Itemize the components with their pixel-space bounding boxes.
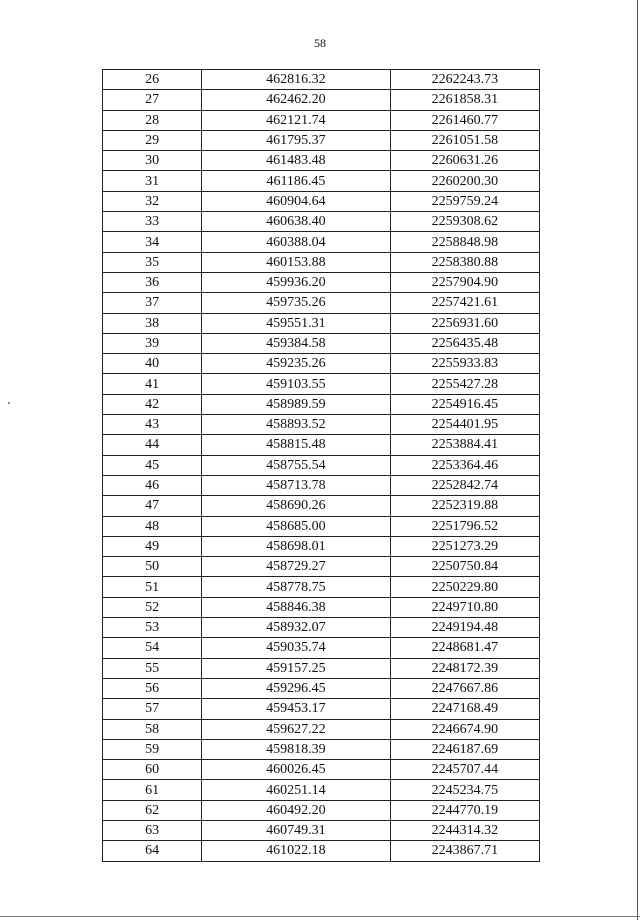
y-coordinate-cell: 2245707.44 [390,760,539,780]
point-number-cell: 36 [103,272,202,292]
x-coordinate-cell: 458778.75 [202,577,390,597]
point-number-cell: 43 [103,415,202,435]
y-coordinate-cell: 2244314.32 [390,820,539,840]
table-row [103,536,540,556]
x-coordinate-cell: 459035.74 [202,638,390,658]
point-number-cell: 61 [103,780,202,800]
point-number-cell: 60 [103,760,202,780]
table-row [103,678,540,698]
x-coordinate-cell: 458989.59 [202,394,390,414]
table-row [103,70,540,90]
table-row [103,699,540,719]
point-number-cell: 28 [103,110,202,130]
y-coordinate-cell: 2247168.49 [390,699,539,719]
table-row [103,171,540,191]
x-coordinate-cell: 459735.26 [202,293,390,313]
table-row [103,293,540,313]
y-coordinate-cell: 2256435.48 [390,333,539,353]
x-coordinate-cell: 459936.20 [202,272,390,292]
x-coordinate-cell: 460638.40 [202,212,390,232]
y-coordinate-cell: 2255933.83 [390,354,539,374]
point-number-cell: 30 [103,151,202,171]
y-coordinate-cell: 2259759.24 [390,191,539,211]
x-coordinate-cell: 462462.20 [202,90,390,110]
y-coordinate-cell: 2243867.71 [390,841,539,861]
point-number-cell: 54 [103,638,202,658]
table-row [103,658,540,678]
point-number-cell: 45 [103,455,202,475]
x-coordinate-cell: 460153.88 [202,252,390,272]
point-number-cell: 35 [103,252,202,272]
table-row [103,272,540,292]
x-coordinate-cell: 458690.26 [202,496,390,516]
x-coordinate-cell: 461795.37 [202,130,390,150]
table-row [103,780,540,800]
y-coordinate-cell: 2254916.45 [390,394,539,414]
x-coordinate-cell: 462816.32 [202,70,390,90]
y-coordinate-cell: 2245234.75 [390,780,539,800]
y-coordinate-cell: 2247667.86 [390,678,539,698]
x-coordinate-cell: 461483.48 [202,151,390,171]
table-row [103,394,540,414]
page-edge-right [637,0,638,920]
y-coordinate-cell: 2248172.39 [390,658,539,678]
scan-speck [8,402,10,404]
y-coordinate-cell: 2250750.84 [390,557,539,577]
table-row [103,313,540,333]
table-row [103,638,540,658]
table-row [103,90,540,110]
table-row [103,841,540,861]
table-row [103,232,540,252]
y-coordinate-cell: 2248681.47 [390,638,539,658]
table-row [103,252,540,272]
point-number-cell: 37 [103,293,202,313]
point-number-cell: 56 [103,678,202,698]
table-row [103,719,540,739]
x-coordinate-cell: 458932.07 [202,618,390,638]
table-row [103,455,540,475]
table-row [103,739,540,759]
point-number-cell: 59 [103,739,202,759]
x-coordinate-cell: 459296.45 [202,678,390,698]
x-coordinate-cell: 459157.25 [202,658,390,678]
table-row [103,577,540,597]
x-coordinate-cell: 460026.45 [202,760,390,780]
y-coordinate-cell: 2253364.46 [390,455,539,475]
point-number-cell: 63 [103,820,202,840]
y-coordinate-cell: 2249710.80 [390,597,539,617]
x-coordinate-cell: 461022.18 [202,841,390,861]
x-coordinate-cell: 458893.52 [202,415,390,435]
point-number-cell: 41 [103,374,202,394]
point-number-cell: 38 [103,313,202,333]
y-coordinate-cell: 2251796.52 [390,516,539,536]
y-coordinate-cell: 2252319.88 [390,496,539,516]
table-row [103,618,540,638]
y-coordinate-cell: 2255427.28 [390,374,539,394]
y-coordinate-cell: 2260631.26 [390,151,539,171]
y-coordinate-cell: 2257421.61 [390,293,539,313]
point-number-cell: 32 [103,191,202,211]
table-row [103,212,540,232]
point-number-cell: 29 [103,130,202,150]
point-number-cell: 34 [103,232,202,252]
x-coordinate-cell: 459627.22 [202,719,390,739]
point-number-cell: 50 [103,557,202,577]
point-number-cell: 42 [103,394,202,414]
table-row [103,191,540,211]
y-coordinate-cell: 2262243.73 [390,70,539,90]
x-coordinate-cell: 461186.45 [202,171,390,191]
point-number-cell: 52 [103,597,202,617]
y-coordinate-cell: 2256931.60 [390,313,539,333]
y-coordinate-cell: 2249194.48 [390,618,539,638]
table-row [103,130,540,150]
table-row [103,475,540,495]
x-coordinate-cell: 460904.64 [202,191,390,211]
x-coordinate-cell: 460492.20 [202,800,390,820]
table-row [103,800,540,820]
table-row [103,496,540,516]
point-number-cell: 27 [103,90,202,110]
y-coordinate-cell: 2260200.30 [390,171,539,191]
y-coordinate-cell: 2258380.88 [390,252,539,272]
point-number-cell: 64 [103,841,202,861]
x-coordinate-cell: 459384.58 [202,333,390,353]
y-coordinate-cell: 2252842.74 [390,475,539,495]
x-coordinate-cell: 459551.31 [202,313,390,333]
page-number: 58 [314,36,326,50]
point-number-cell: 26 [103,70,202,90]
page-edge-bottom [0,916,640,917]
point-number-cell: 33 [103,212,202,232]
table-row [103,820,540,840]
x-coordinate-cell: 460388.04 [202,232,390,252]
y-coordinate-cell: 2261460.77 [390,110,539,130]
x-coordinate-cell: 459453.17 [202,699,390,719]
y-coordinate-cell: 2246674.90 [390,719,539,739]
x-coordinate-cell: 459818.39 [202,739,390,759]
y-coordinate-cell: 2246187.69 [390,739,539,759]
point-number-cell: 49 [103,536,202,556]
table-row [103,110,540,130]
x-coordinate-cell: 460749.31 [202,820,390,840]
point-number-cell: 48 [103,516,202,536]
table-row [103,151,540,171]
x-coordinate-cell: 458815.48 [202,435,390,455]
y-coordinate-cell: 2250229.80 [390,577,539,597]
point-number-cell: 62 [103,800,202,820]
point-number-cell: 31 [103,171,202,191]
coordinate-table [102,69,540,862]
y-coordinate-cell: 2251273.29 [390,536,539,556]
x-coordinate-cell: 458846.38 [202,597,390,617]
table-row [103,435,540,455]
table-row [103,354,540,374]
point-number-cell: 53 [103,618,202,638]
x-coordinate-cell: 458755.54 [202,455,390,475]
x-coordinate-cell: 462121.74 [202,110,390,130]
point-number-cell: 55 [103,658,202,678]
point-number-cell: 47 [103,496,202,516]
x-coordinate-cell: 458713.78 [202,475,390,495]
x-coordinate-cell: 459103.55 [202,374,390,394]
y-coordinate-cell: 2257904.90 [390,272,539,292]
table-row [103,415,540,435]
table-row [103,760,540,780]
x-coordinate-cell: 459235.26 [202,354,390,374]
x-coordinate-cell: 458729.27 [202,557,390,577]
table-row [103,374,540,394]
x-coordinate-cell: 460251.14 [202,780,390,800]
y-coordinate-cell: 2261858.31 [390,90,539,110]
table-row [103,516,540,536]
point-number-cell: 46 [103,475,202,495]
point-number-cell: 51 [103,577,202,597]
point-number-cell: 39 [103,333,202,353]
coordinate-table-body [103,70,540,862]
table-row [103,557,540,577]
y-coordinate-cell: 2244770.19 [390,800,539,820]
x-coordinate-cell: 458698.01 [202,536,390,556]
y-coordinate-cell: 2261051.58 [390,130,539,150]
point-number-cell: 57 [103,699,202,719]
point-number-cell: 44 [103,435,202,455]
point-number-cell: 40 [103,354,202,374]
y-coordinate-cell: 2259308.62 [390,212,539,232]
y-coordinate-cell: 2253884.41 [390,435,539,455]
y-coordinate-cell: 2254401.95 [390,415,539,435]
table-row [103,597,540,617]
x-coordinate-cell: 458685.00 [202,516,390,536]
y-coordinate-cell: 2258848.98 [390,232,539,252]
point-number-cell: 58 [103,719,202,739]
table-row [103,333,540,353]
